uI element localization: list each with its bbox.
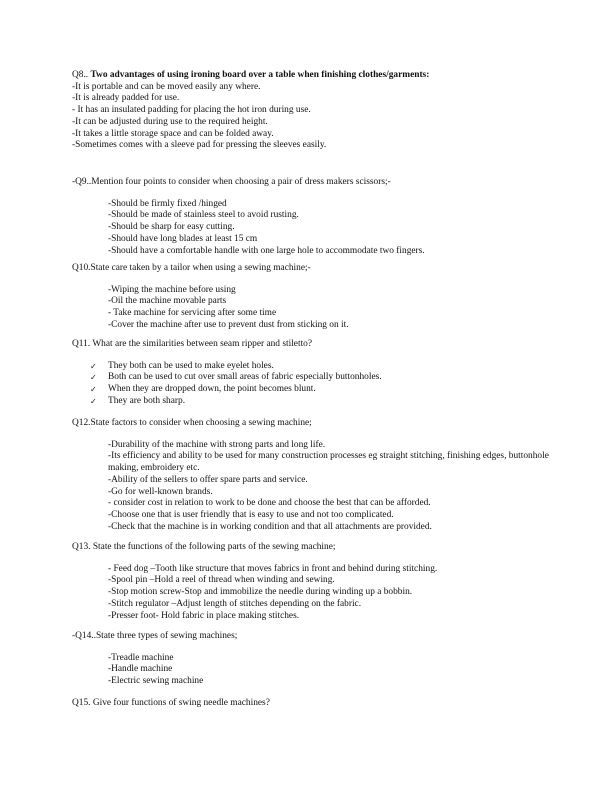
check-icon: ✓	[90, 396, 97, 406]
answer-line: -Durability of the machine with strong parts and long life.	[108, 439, 326, 450]
q8-question: Q8.. Two advantages of using ironing board over a table when finishing clothes/garments:	[72, 70, 430, 80]
answer-line: - consider cost in relation to work to be done and choose the best that can be afforded.	[108, 498, 431, 509]
answer-line: -Check that the machine is in working condition and that all attachments are provided.	[108, 521, 432, 532]
q15-section	[72, 698, 572, 710]
answer-line: -Oil the machine movable parts	[108, 296, 227, 307]
answer-line: -Stitch regulator –Adjust length of stitches depending on the fabric.	[108, 598, 362, 609]
answer-line: -Electric sewing machine	[108, 676, 204, 687]
q11-section	[72, 339, 572, 408]
answer-line: -Treadle machine	[108, 652, 174, 663]
check-list-item: ✓ Both can be used to cut over small areas of fabric especially buttonholes.	[90, 372, 382, 383]
answer-line: -Sometimes comes with a sleeve pad for pressing the sleeves easily.	[72, 140, 327, 151]
check-list-item: ✓ When they are dropped down, the point becomes blunt.	[90, 384, 316, 395]
answer-line: -It is already padded for use.	[72, 93, 180, 104]
answer-line: - Feed dog –Tooth like structure that moves fabrics in front and behind during stitching.	[108, 563, 438, 574]
q8-section	[72, 70, 572, 152]
check-icon: ✓	[90, 385, 97, 395]
answer-line: -Handle machine	[108, 664, 173, 675]
q8-question-bold: Two advantages of using ironing board over a table when finishing clothes/garments:	[90, 70, 430, 80]
answer-line: -Should be made of stainless steel to avoid rusting.	[108, 210, 299, 221]
q13-section	[72, 542, 572, 622]
answer-line: -Should have a comfortable handle with one large hole to accommodate two fingers.	[108, 245, 425, 256]
check-icon: ✓	[90, 373, 97, 383]
answer-line: -It takes a little storage space and can be folded away.	[72, 128, 274, 139]
answer-line: -Cover the machine after use to prevent dust from sticking on it.	[108, 319, 349, 330]
q10-question: Q10.State care taken by a tailor when using a sewing machine;-	[72, 263, 311, 273]
q13-question: Q13. State the functions of the following parts of the sewing machine;	[72, 542, 336, 552]
answer-line: -It is portable and can be moved easily any where.	[72, 81, 261, 92]
answer-line: -Spool pin –Hold a reel of thread when winding and sewing.	[108, 575, 335, 586]
q12-question: Q12.State factors to consider when choosing a sewing machine;	[72, 418, 312, 428]
answer-line: -Choose one that is user friendly that is easy to use and not too complicated.	[108, 509, 394, 520]
answer-line: -Ability of the sellers to offer spare parts and service.	[108, 474, 308, 485]
q9-question: -Q9..Mention four points to consider when choosing a pair of dress makers scissors;-	[72, 177, 391, 187]
q10-section	[72, 263, 572, 332]
q11-question: Q11. What are the similarities between seam ripper and stiletto?	[72, 339, 313, 349]
q9-section	[72, 177, 572, 257]
check-list-item: ✓ They are both sharp.	[90, 395, 186, 406]
q14-section	[72, 631, 572, 688]
answer-line: -Should be sharp for easy cutting.	[108, 222, 235, 233]
check-icon: ✓	[90, 361, 97, 371]
answer-line: - It has an insulated padding for placing the hot iron during use.	[72, 105, 311, 116]
answer-line: -Presser foot- Hold fabric in place making stitches.	[108, 610, 300, 621]
answer-line: -Should be firmly fixed /hinged	[108, 198, 227, 209]
answer-line: -Wiping the machine before using	[108, 284, 236, 295]
q15-question: Q15. Give four functions of swing needle machines?	[72, 698, 270, 708]
answer-line: -Should have long blades at least 15 cm	[108, 233, 258, 244]
answer-line: -Its efficiency and ability to be used for many construction processes eg straight stitching, finishing edges, buttonhole making, embroidery etc.	[108, 451, 549, 474]
answer-line: - Take machine for servicing after some time	[108, 308, 277, 319]
answer-line: -Go for well-known brands.	[108, 486, 213, 497]
q14-question: -Q14..State three types of sewing machines;	[72, 631, 238, 641]
check-list-item: ✓ They both can be used to make eyelet holes.	[90, 360, 274, 371]
answer-line: -It can be adjusted during use to the required height.	[72, 116, 268, 127]
answer-line: -Stop motion screw-Stop and immobilize the needle during winding up a bobbin.	[108, 587, 413, 598]
q12-section	[72, 418, 572, 533]
